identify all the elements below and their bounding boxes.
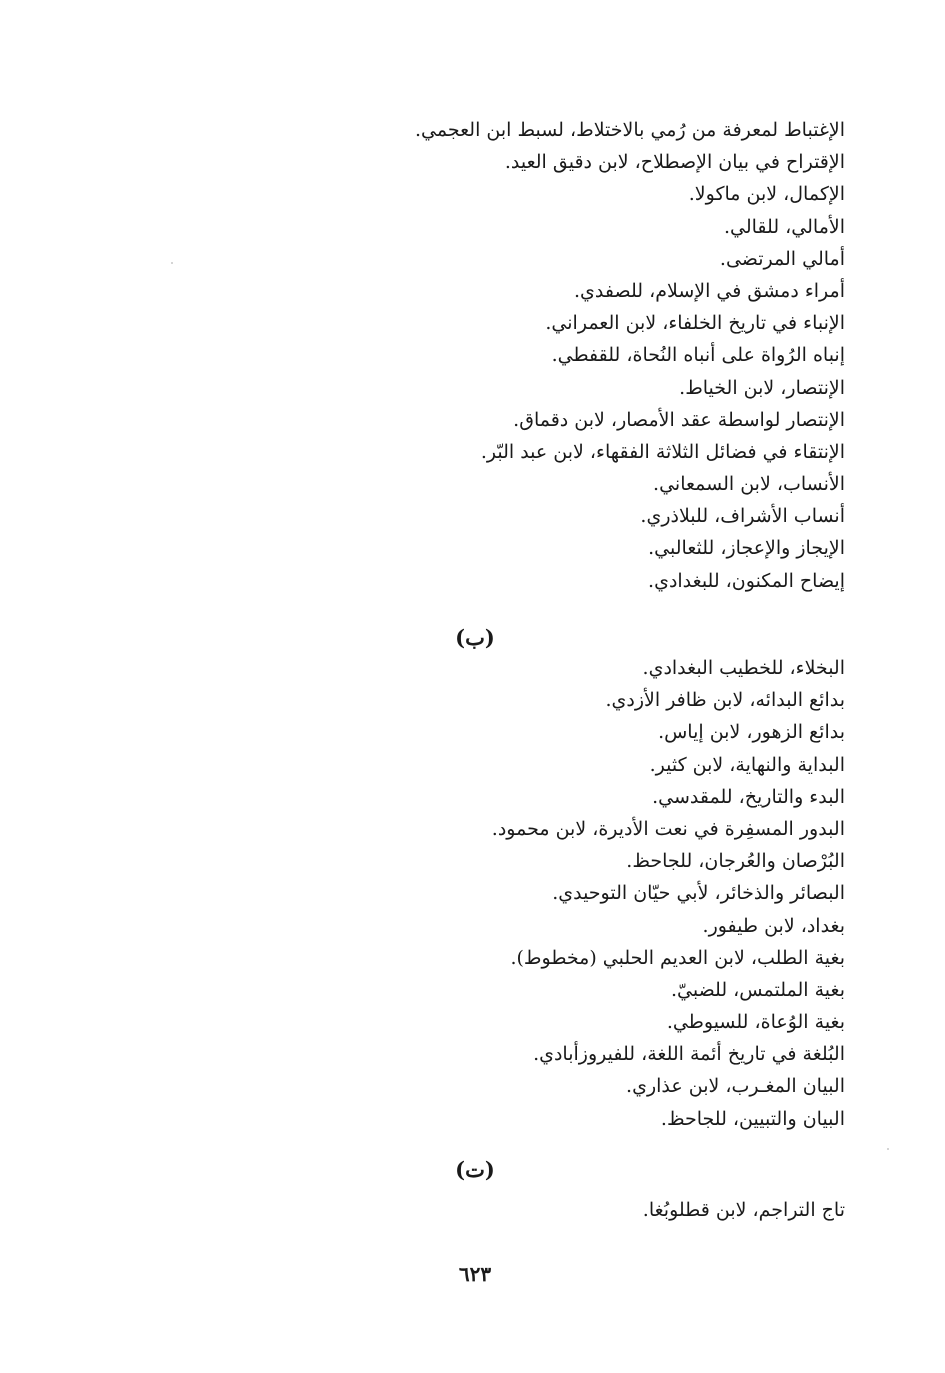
bibliography-entry: الأمالي، للقالي. [723, 215, 845, 238]
bibliography-entry: البداية والنهاية، لابن كثير. [649, 753, 845, 776]
bibliography-entry: بدائع الزهور، لابن إياس. [658, 721, 845, 744]
bibliography-entry: إيضاح المكنون، للبغدادي. [648, 569, 845, 592]
bibliography-entry: تاج التراجم، لابن قطلوبُغا. [642, 1199, 845, 1221]
bibliography-entry: الإكمال، لابن ماكولا. [688, 183, 845, 206]
bibliography-entry: بغية الوُعاة، للسيوطي. [666, 1011, 845, 1034]
section-heading-ta: (ت) [455, 1157, 495, 1182]
bibliography-entry: البخلاء، للخطيب البغدادي. [642, 657, 845, 679]
bibliography-list-alif [415, 114, 845, 597]
bibliography-entry: البصائر والذخائر، لأبي حيّان التوحيدي. [552, 882, 845, 905]
bibliography-entry: الأنساب، لابن السمعاني. [653, 473, 845, 496]
bibliography-entry: الإغتباط لمعرفة من رُمي بالاختلاط، لسبط ابن العجمي. [414, 119, 845, 141]
bibliography-list-ba [492, 652, 845, 1135]
bibliography-entry: الإقتراح في بيان الإصطلاح، لابن دقيق العيد. [504, 151, 845, 174]
bibliography-entry: البدور المسفِرة في نعت الأديرة، لابن محمود. [491, 817, 845, 840]
bibliography-entry: بغية الطلب، لابن العديم الحلبي (مخطوط). [510, 946, 845, 969]
page-number: ٦٢٣ [458, 1262, 492, 1286]
bibliography-entry: البيان المغـرب، لابن عذاري. [626, 1075, 845, 1098]
section-heading-ba: (ب) [455, 625, 495, 650]
bibliography-entry: البدء والتاريخ، للمقدسي. [652, 785, 845, 808]
bibliography-entry: أمراء دمشق في الإسلام، للصفدي. [574, 279, 845, 302]
bibliography-entry: بغداد، لابن طيفور. [702, 914, 845, 937]
bibliography-entry: بغية الملتمس، للضبيّ. [670, 978, 845, 1001]
bibliography-entry: أمالي المرتضى. [719, 247, 845, 270]
bibliography-entry: الإنتصار لواسطة عقد الأمصار، لابن دقماق. [513, 408, 845, 431]
bibliography-list-ta [643, 1194, 845, 1226]
bibliography-entry: البيان والتبيين، للجاحظ. [660, 1107, 845, 1130]
bibliography-entry: إنباه الرُواة على أنباه النُحاة، للقفطي. [551, 344, 845, 367]
bibliography-entry: الإنتقاء في فضائل الثلاثة الفقهاء، لابن عبد البّر. [480, 440, 845, 463]
bibliography-entry: البُلغة في تاريخ أئمة اللغة، للفيروزأبادي. [533, 1043, 845, 1066]
scan-speck [887, 1148, 889, 1150]
scan-speck [171, 262, 173, 264]
bibliography-entry: البُرْصان والعُرجان، للجاحظ. [626, 850, 845, 873]
bibliography-entry: الإنباء في تاريخ الخلفاء، لابن العمراني. [545, 312, 845, 335]
bibliography-entry: أنساب الأشراف، للبلاذري. [640, 505, 845, 528]
bibliography-entry: بدائع البدائه، لابن ظافر الأزدي. [605, 689, 845, 712]
bibliography-entry: الإيجاز والإعجاز، للثعالبي. [648, 537, 845, 560]
bibliography-entry: الإنتصار، لابن الخياط. [679, 376, 845, 399]
